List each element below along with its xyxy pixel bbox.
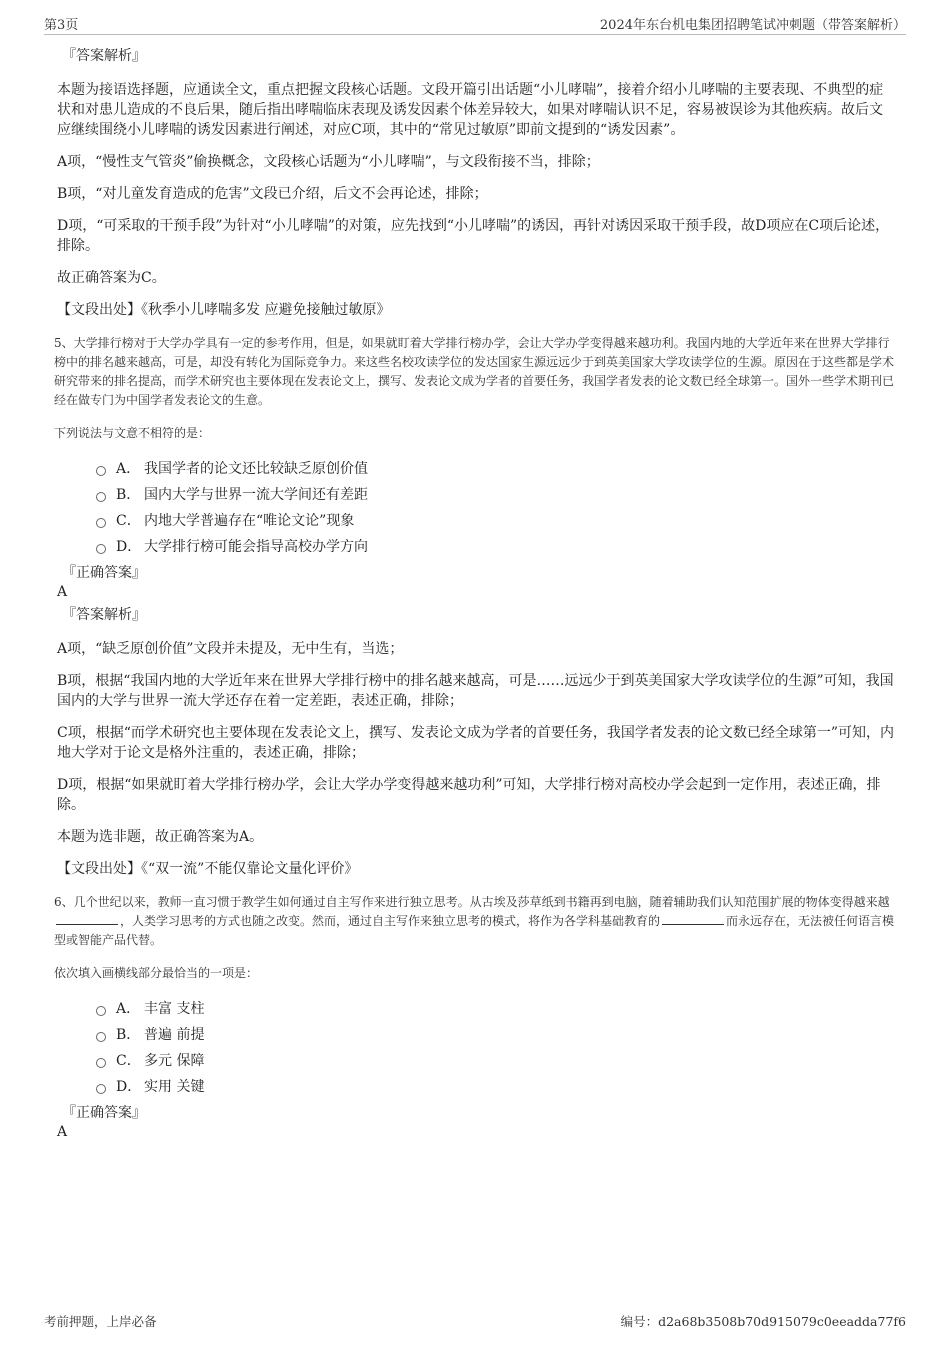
analysis-paragraph: C项，根据“而学术研究也主要体现在发表论文上，撰写、发表论文成为学者的首要任务，我国学者发表的论文数已经全球第一”可知，内地大学对于论文是格外注重的，表述正确，排除； bbox=[57, 725, 895, 761]
radio-icon[interactable] bbox=[96, 466, 106, 476]
option-d[interactable]: D． 实用 关键 bbox=[96, 1073, 896, 1099]
option-b[interactable]: B． 国内大学与世界一流大学间还有差距 bbox=[96, 481, 896, 507]
main-content bbox=[54, 46, 896, 1141]
analysis-paragraph: B项，根据“我国内地的大学近年来在世界大学排行榜中的排名越来越高，可是……远远少于到英美国家大学攻读学位的生源”可知，我国国内的大学与世界一流大学还存在着一定差距，表述正确，排除； bbox=[57, 673, 894, 709]
correct-answer-tag: 『正确答案』 bbox=[62, 565, 146, 581]
question-6-text: 6、几个世纪以来，教师一直习惯于教学生如何通过自主写作来进行独立思考。从古埃及莎草纸到书籍再到电脑，随着辅助我们认知范围扩展的物体变得越来越，人类学习思考的方式也随之改变。然而，通过自主写作来独立思考的模式，将作为各学科基础教育的 而永远存在，无法被任何语言模型或智能产品代替。 bbox=[54, 895, 895, 947]
analysis-paragraph: A项，“慢性支气管炎”偷换概念，文段核心话题为“小儿哮喘”，与文段衔接不当，排除； bbox=[57, 154, 600, 170]
footer-slogan: 考前押题，上岸必备 bbox=[44, 1314, 157, 1329]
analysis-paragraph: D项，根据“如果就盯着大学排行榜办学，会让大学办学变得越来越功利”可知，大学排行榜对高校办学会起到一定作用，表述正确，排除。 bbox=[57, 777, 881, 813]
document-title: 2024年东台机电集团招聘笔试冲刺题（带答案解析） bbox=[599, 18, 906, 33]
analysis-paragraph: 故正确答案为C。 bbox=[57, 270, 166, 286]
question-5-text: 5、大学排行榜对于大学办学具有一定的参考作用，但是，如果就盯着大学排行榜办学，会让大学办学变得越来越功利。我国内地的大学近年来在世界大学排行榜中的排名越来越高，可是，却没有转化为国际竞争力。来这些名校攻读学位的发达国家生源远远少于到英美国家大学攻读学位的生源。原因在于这些都是学术研究带来的排名提高，而学术研究也主要体现在发表论文上，撰写、发表论文成为学者的首要任务，我国学者发表的论文数已经全球第一。国外一些学术期刊已经在做专门为中国学者发表论文的生意。 bbox=[54, 336, 895, 407]
option-c[interactable]: C． 多元 保障 bbox=[96, 1047, 896, 1073]
blank-line[interactable] bbox=[56, 912, 118, 925]
correct-answer: A bbox=[57, 1124, 68, 1140]
question-6-prompt: 依次填入画横线部分最恰当的一项是： bbox=[54, 966, 259, 980]
analysis-paragraph: D项，“可采取的干预手段”为针对“小儿哮喘”的对策，应先找到“小儿哮喘”的诱因，再针对诱因采取干预手段，故D项应在C项后论述，排除。 bbox=[57, 218, 890, 254]
analysis-paragraph: 本题为接语选择题，应通读全文，重点把握文段核心话题。文段开篇引出话题“小儿哮喘”，接着介绍小儿哮喘的主要表现、不典型的症状和对患儿造成的不良后果，随后指出哮喘临床表现及诱发因素个体差异较大，如果对哮喘认识不足，容易被误诊为其他疾病。故后文应继续围绕小儿哮喘的诱发因素进行阐述，对应C项，其中的“常见过敏原”即前文提到的“诱发因素”。 bbox=[57, 82, 884, 138]
analysis-tag: 『答案解析』 bbox=[62, 607, 146, 623]
question-5-options bbox=[96, 455, 896, 559]
option-c[interactable]: C． 内地大学普遍存在“唯论文论”现象 bbox=[96, 507, 896, 533]
option-a[interactable]: A． 我国学者的论文还比较缺乏原创价值 bbox=[96, 455, 896, 481]
radio-icon[interactable] bbox=[96, 1058, 106, 1068]
radio-icon[interactable] bbox=[96, 544, 106, 554]
page-number: 第3页 bbox=[44, 18, 79, 33]
analysis-paragraph: B项，“对儿童发育造成的危害”文段已介绍，后文不会再论述，排除； bbox=[57, 186, 488, 202]
radio-icon[interactable] bbox=[96, 492, 106, 502]
analysis-paragraph: 本题为选非题，故正确答案为A。 bbox=[57, 829, 264, 845]
radio-icon[interactable] bbox=[96, 518, 106, 528]
radio-icon[interactable] bbox=[96, 1006, 106, 1016]
option-b[interactable]: B． 普遍 前提 bbox=[96, 1021, 896, 1047]
page-header bbox=[44, 12, 906, 35]
document-id: 编号：d2a68b3508b70d915079c0eeadda77f6 bbox=[620, 1314, 906, 1329]
option-d[interactable]: D． 大学排行榜可能会指导高校办学方向 bbox=[96, 533, 896, 559]
blank-line[interactable] bbox=[662, 912, 724, 925]
radio-icon[interactable] bbox=[96, 1032, 106, 1042]
option-a[interactable]: A． 丰富 支柱 bbox=[96, 995, 896, 1021]
analysis-tag: 『答案解析』 bbox=[62, 48, 146, 64]
analysis-paragraph: A项，“缺乏原创价值”文段并未提及，无中生有，当选； bbox=[57, 641, 404, 657]
correct-answer-tag: 『正确答案』 bbox=[62, 1105, 146, 1121]
source-citation: 【文段出处】《秋季小儿哮喘多发 应避免接触过敏原》 bbox=[57, 302, 391, 318]
source-citation: 【文段出处】《“双一流”不能仅靠论文量化评价》 bbox=[57, 861, 359, 877]
question-5-prompt: 下列说法与文意不相符的是： bbox=[54, 426, 211, 440]
correct-answer: A bbox=[57, 584, 68, 600]
radio-icon[interactable] bbox=[96, 1084, 106, 1094]
question-6-options bbox=[96, 995, 896, 1099]
